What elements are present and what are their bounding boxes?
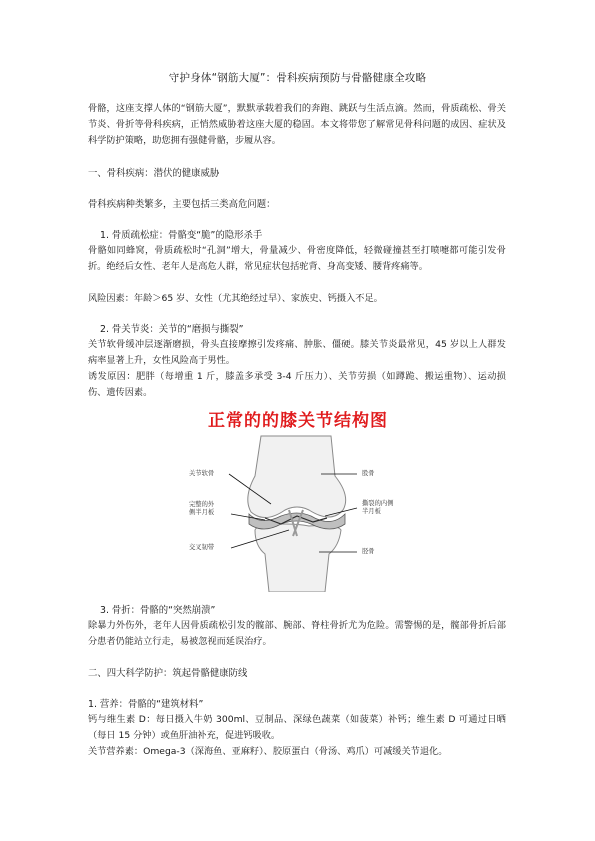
s2-item1-line1: 钙与维生素 D：每日摄入牛奶 300ml、豆制品、深绿色蔬菜（如菠菜）补钙；维生素 D 可通过日晒（每日 15 分钟）或鱼肝油补充，促进钙吸收。 bbox=[88, 714, 506, 741]
intro-paragraph: 骨骼，这座支撑人体的“钢筋大厦”，默默承载着我们的奔跑、跳跃与生活点滴。然而，骨质疏松、骨关节炎、骨折等骨科疾病，正悄然威胁着这座大厦的稳固。本文将带您了解常见骨科问题的成因、症状及科学防护策略，助您拥有强健骨骼，步履从容。 bbox=[88, 103, 506, 146]
knee-diagram bbox=[185, 406, 411, 592]
figure-title: 正常的的膝关节结构图 bbox=[208, 411, 388, 431]
label-acl: 交叉韧带 bbox=[189, 544, 215, 551]
page-title: 守护身体“钢筋大厦”：骨科疾病预防与骨骼健康全攻略 bbox=[168, 72, 427, 84]
label-tibia: 胫骨 bbox=[362, 548, 375, 555]
s2-item1-title: 1. 营养：骨骼的“建筑材料” bbox=[88, 699, 204, 710]
tibia-shape bbox=[255, 524, 341, 592]
item1-title: 1. 骨质疏松症：骨骼变“脆”的隐形杀手 bbox=[100, 230, 263, 241]
item2-cause: 诱发原因：肥胖（每增重 1 斤，膝盖多承受 3-4 斤压力）、关节劳损（如蹲跪、搬运重物）、运动损伤、遗传因素。 bbox=[88, 371, 506, 398]
label-femur: 股骨 bbox=[362, 470, 375, 477]
label-inner-meniscus: 撕裂的内侧 半月板 bbox=[362, 500, 394, 515]
femur-shape bbox=[248, 436, 346, 518]
item1-body: 骨骼如同蜂窝，骨质疏松时“孔洞”增大，骨量减少、骨密度降低，轻微碰撞甚至打喷嚏都可能引发骨折。绝经后女性、老年人是高危人群，常见症状包括驼背、身高变矮、腰背疼痛等。 bbox=[88, 245, 506, 272]
section1-heading: 一、骨科疾病：潜伏的健康威胁 bbox=[88, 168, 220, 179]
knee-illustration bbox=[185, 406, 411, 592]
item2-body: 关节软骨缓冲层逐渐磨损，骨头直接摩擦引发疼痛、肿胀、僵硬。膝关节炎最常见，45 岁以上人群发病率显著上升，女性风险高于男性。 bbox=[88, 339, 506, 366]
item3-body: 除暴力外伤外，老年人因骨质疏松引发的髋部、腕部、脊柱骨折尤为危险。需警惕的是，髋部骨折后部分患者仍能站立行走，易被忽视而延误治疗。 bbox=[88, 620, 506, 647]
item1-risk: 风险因素：年龄＞65 岁、女性（尤其绝经过早）、家族史、钙摄入不足。 bbox=[88, 293, 383, 304]
item3-title: 3. 骨折：骨骼的“突然崩溃” bbox=[100, 605, 216, 616]
section2-heading: 二、四大科学防护：筑起骨骼健康防线 bbox=[88, 668, 248, 679]
label-cartilage: 关节软骨 bbox=[189, 470, 215, 477]
item2-title: 2. 骨关节炎：关节的“磨损与撕裂” bbox=[100, 324, 244, 335]
s2-item1-line2: 关节营养素：Omega-3（深海鱼、亚麻籽）、胶原蛋白（骨汤、鸡爪）可减缓关节退化。 bbox=[88, 746, 448, 757]
section1-lead: 骨科疾病种类繁多，主要包括三类高危问题： bbox=[88, 199, 276, 210]
label-outer-meniscus: 完整的外 侧半月板 bbox=[189, 501, 215, 516]
